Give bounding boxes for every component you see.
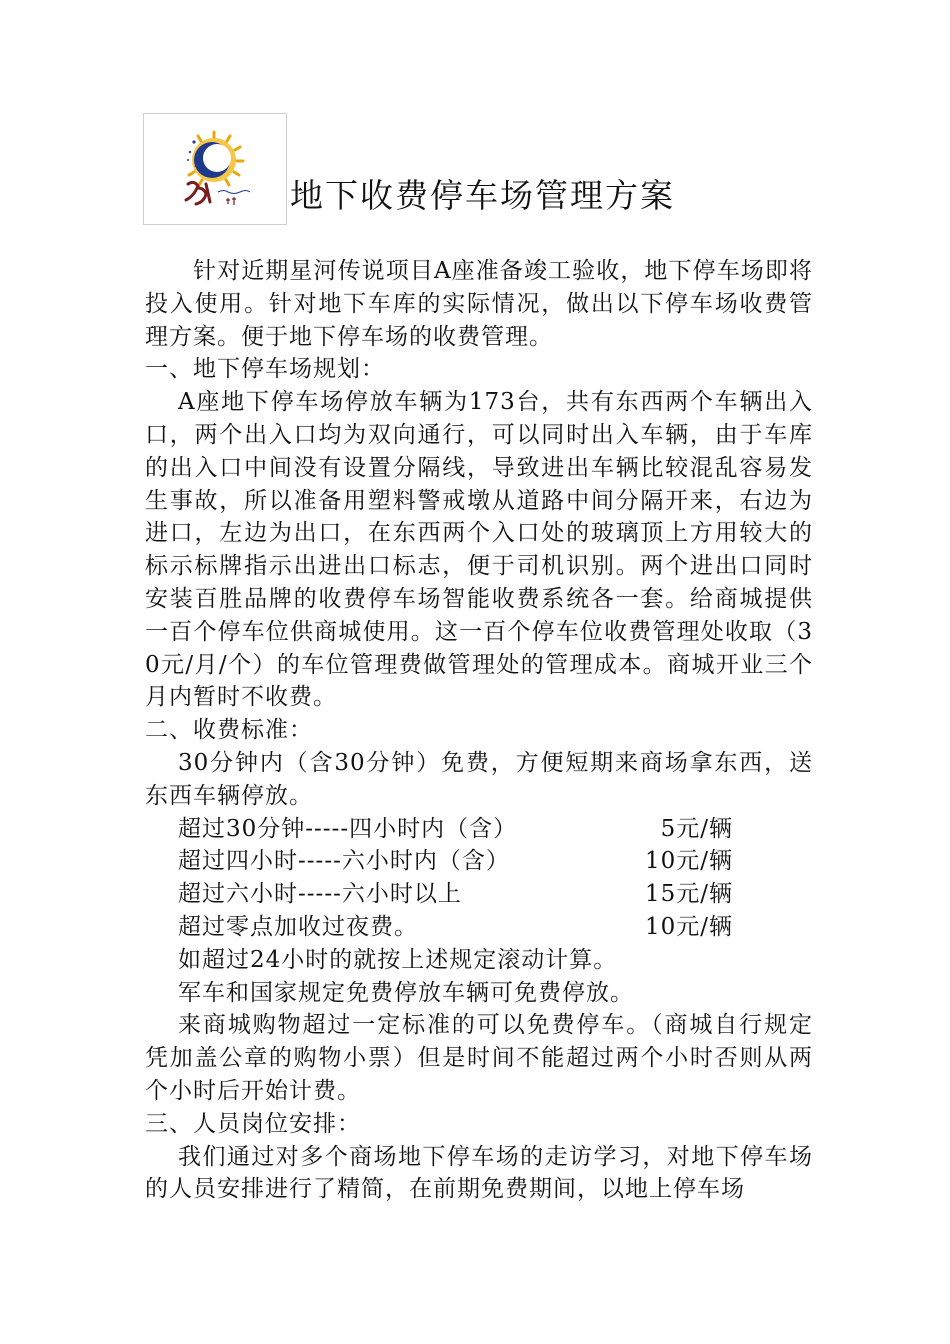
fee-row xyxy=(145,878,813,911)
section2-heading: 二、收费标准： xyxy=(145,717,313,744)
intro-paragraph: 针对近期星河传说项目A座准备竣工验收，地下停车场即将投入使用。针对地下车库的实际情况，做出以下停车场收费管理方案。便于地下停车场的收费管理。 xyxy=(145,258,813,350)
fee-price: 10元/辆 xyxy=(644,913,733,940)
free-rule-paragraph: 30分钟内（含30分钟）免费，方便短期来商场拿东西，送东西车辆停放。 xyxy=(145,749,813,809)
section1-paragraph: A座地下停车场停放车辆为173台，共有东西两个车辆出入口，两个出入口均为双向通行，可以同时出入车辆，由于车库的出入口中间没有设置分隔线，导致进出车辆比较混乱容易发生事故，所以准备用塑料警戒墩从道路中间分隔开来，右边为进口，左边为出口，在东西两个入口处的玻璃顶上方用较大的标示标牌指示出进出口标志，便于司机识别。两个进出口同时安装百胜品牌的收费停车场智能收费系统各一套。给商城提供一百个停车位供商城使用。这一百个停车位收费管理处收取（30元/月/个）的车位管理费做管理处的管理成本。商城开业三个月内暂时不收费。 xyxy=(145,389,813,711)
note-mall: 来商城购物超过一定标准的可以免费停车。（商城自行规定凭加盖公章的购物小票）但是时间不能超过两个小时否则从两个小时后开始计费。 xyxy=(145,1012,813,1104)
fee-label: 超过六小时-----六小时以上 xyxy=(178,881,462,908)
section1-heading: 一、地下停车场规划： xyxy=(145,356,385,383)
fee-row xyxy=(145,813,813,846)
fee-row xyxy=(145,911,813,944)
fee-row xyxy=(145,845,813,878)
fee-label: 超过四小时-----六小时内（含） xyxy=(178,848,510,875)
fee-price: 5元/辆 xyxy=(660,815,733,842)
crescent-sun-logo-icon xyxy=(144,114,288,226)
fee-price: 15元/辆 xyxy=(644,881,733,908)
logo-box xyxy=(143,113,287,225)
note-military: 军车和国家规定免费停放车辆可免费停放。 xyxy=(178,979,634,1006)
fee-label: 超过零点加收过夜费。 xyxy=(178,913,418,940)
section3-paragraph: 我们通过对多个商场地下停车场的走访学习，对地下停车场的人员安排进行了精简，在前期免费期间，以地上停车场 xyxy=(145,1143,813,1203)
fee-label: 超过30分钟-----四小时内（含） xyxy=(178,815,518,842)
page-title: 地下收费停车场管理方案 xyxy=(290,176,675,215)
document-body xyxy=(145,255,813,1206)
section3-heading: 三、人员岗位安排： xyxy=(145,1110,361,1137)
note-rolling: 如超过24小时的就按上述规定滚动计算。 xyxy=(178,946,618,973)
fee-price: 10元/辆 xyxy=(644,848,733,875)
